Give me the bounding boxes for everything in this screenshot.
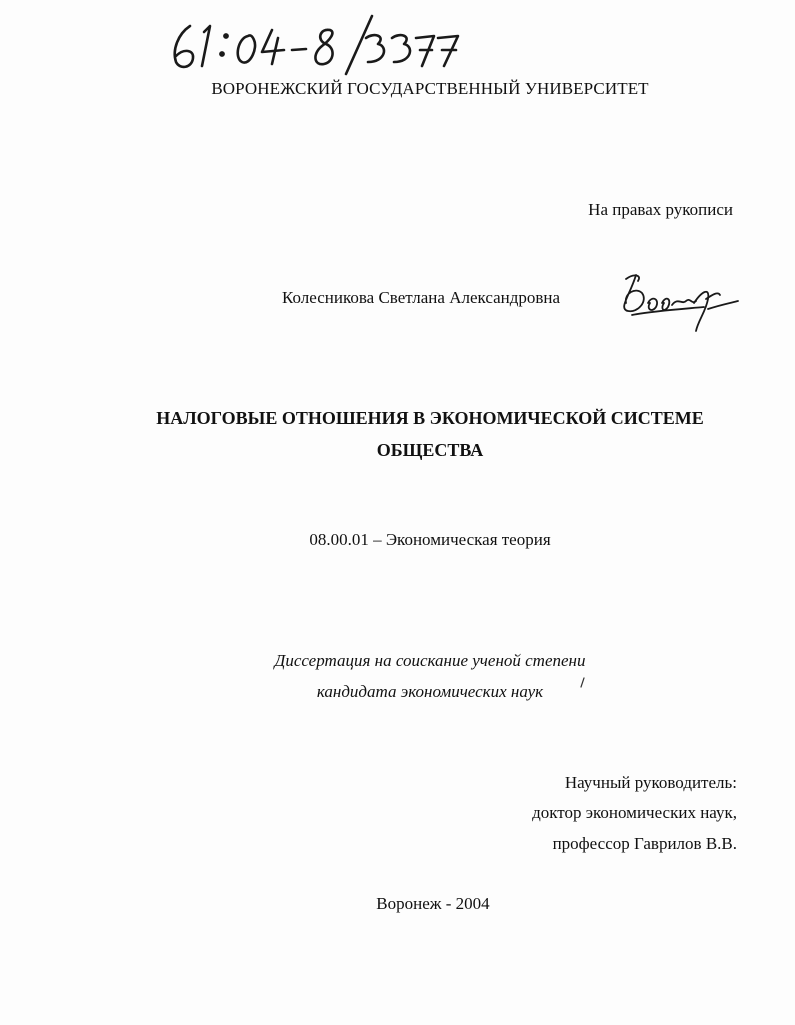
specialty-code: 08.00.01 – Экономическая теория: [309, 530, 551, 549]
author-name: Колесникова Светлана Александровна: [282, 288, 561, 307]
adviser-name: профессор Гаврилов В.В.: [552, 834, 737, 853]
title-line-2: ОБЩЕСТВА: [376, 440, 484, 460]
handwritten-archive-code: [160, 8, 480, 78]
university-name: ВОРОНЕЖСКИЙ ГОСУДАРСТВЕННЫЙ УНИВЕРСИТЕТ: [211, 79, 649, 98]
rights-note: На правах рукописи: [588, 200, 733, 219]
city-year: Воронеж - 2004: [376, 894, 490, 913]
handwritten-signature-icon: [612, 265, 742, 345]
adviser-degree: доктор экономических наук,: [532, 803, 737, 822]
title-line-1: НАЛОГОВЫЕ ОТНОШЕНИЯ В ЭКОНОМИЧЕСКОЙ СИСТЕМЕ: [156, 408, 704, 428]
adviser-label: Научный руководитель:: [564, 773, 737, 792]
dissertation-line-1: Диссертация на соискание ученой степени: [274, 651, 586, 670]
dissertation-line-2: кандидата экономических наук: [316, 682, 544, 701]
ink-mark: [578, 677, 586, 689]
